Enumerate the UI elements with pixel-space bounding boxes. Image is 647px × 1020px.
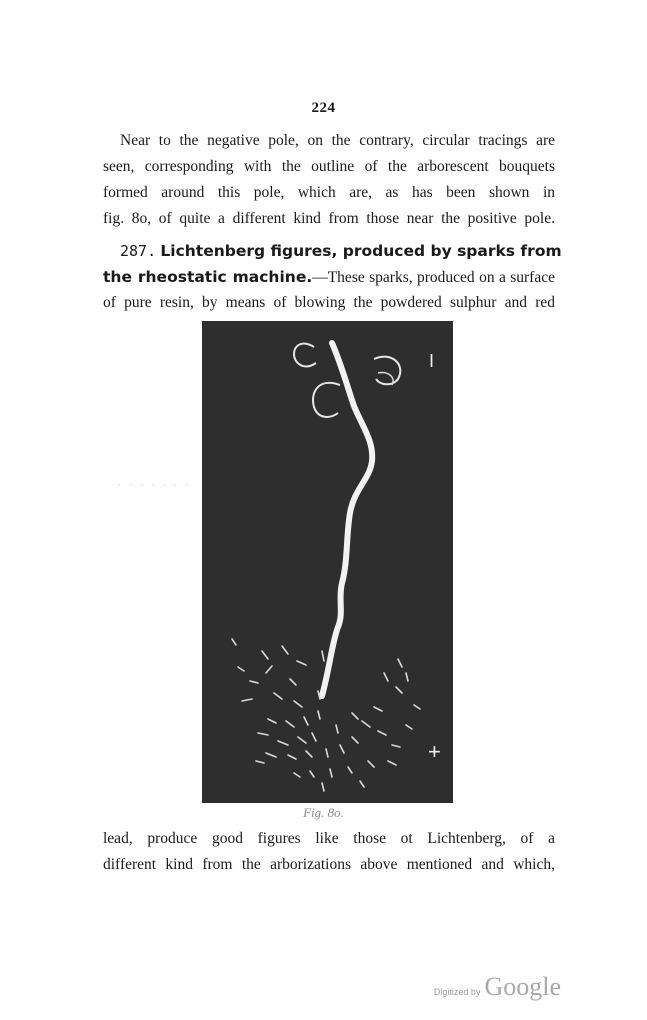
figure-illustration: [202, 321, 453, 803]
digitized-by-text: Digitized by: [433, 987, 481, 997]
text-line: of pure resin, by means of blowing the powdered sulphur and red: [103, 294, 555, 311]
section-heading-line2: [103, 264, 555, 290]
print-specks: · · · · · · ·: [118, 480, 192, 490]
figure-caption: Fig. 8o.: [303, 805, 344, 820]
circular-tracing: [294, 344, 316, 367]
spark-dashes: [232, 639, 420, 791]
text-line: fig. 8o, of quite a different kind from those near the positive pole.: [103, 210, 555, 227]
text-line: seen, corresponding with the outline of the arborescent bouquets: [103, 158, 555, 175]
text-line: formed around this pole, which are, as has been shown in: [103, 184, 555, 201]
text-line: different kind from the arborizations above mentioned and which,: [103, 856, 555, 873]
section-287: [103, 238, 562, 316]
negative-pole-label: I: [429, 351, 435, 371]
paragraph-negative-pole: [103, 128, 555, 232]
section-title-part2: the rheostatic machine.: [103, 268, 313, 286]
paragraph-lead: [103, 826, 555, 878]
lichtenberg-figure: [202, 321, 453, 803]
text-line: lead, produce good figures like those ot Lichtenberg, of a: [103, 830, 555, 847]
section-heading-line1: [103, 238, 562, 264]
section-text: —These sparks, produced on a surface: [312, 269, 555, 286]
circular-tracing: [374, 357, 400, 385]
google-logo: Google: [484, 972, 561, 1001]
text-line: Near to the negative pole, on the contrary, circular tracings are: [120, 132, 555, 149]
spark-path: [322, 343, 372, 696]
page-number: 224: [311, 100, 336, 116]
circular-tracing: [313, 383, 340, 417]
positive-pole-label: +: [428, 739, 441, 764]
section-title-part1: Lichtenberg figures, produced by sparks from: [160, 242, 562, 260]
section-number: 287.: [120, 242, 157, 260]
digitized-by-google-watermark: [434, 972, 561, 1002]
